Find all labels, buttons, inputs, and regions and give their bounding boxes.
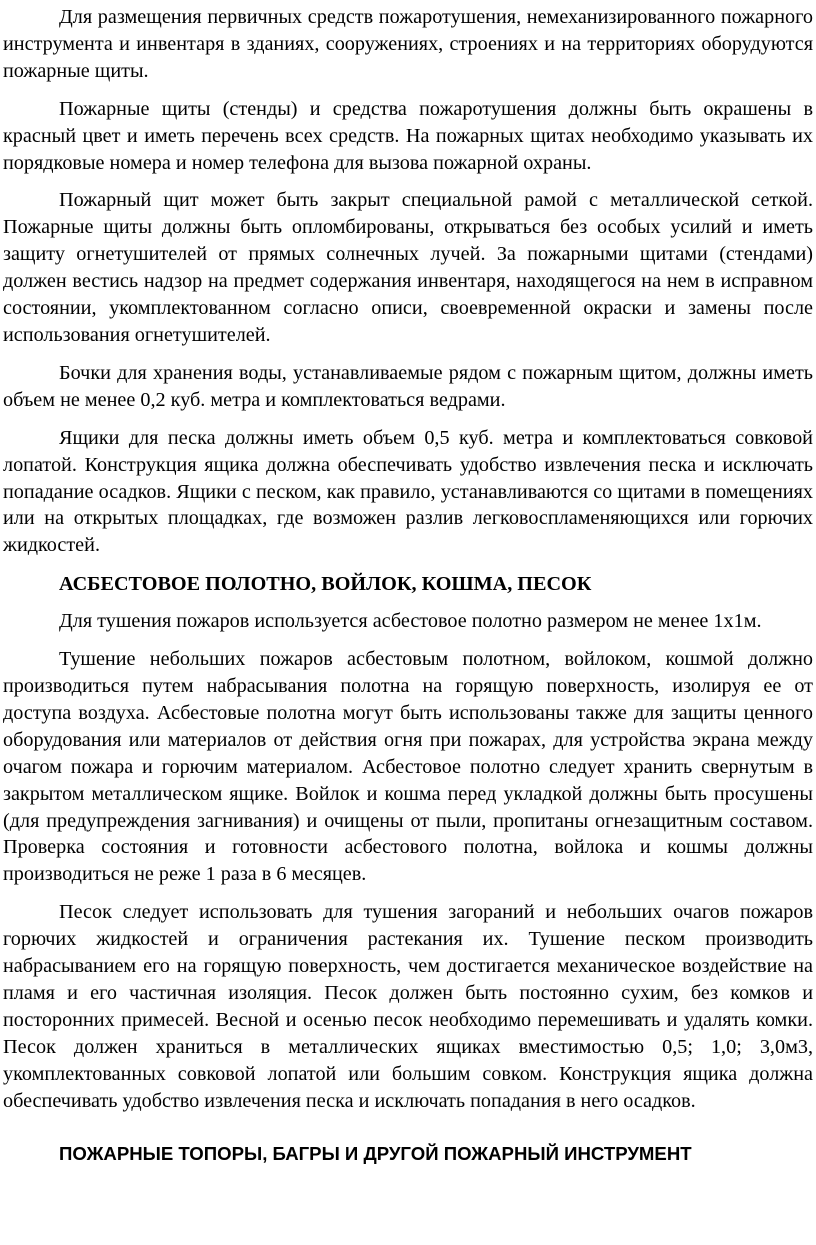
- paragraph-fire-boards-frame: Пожарный щит может быть закрыт специальной рамой с металлической сеткой. Пожарные щиты должны быть опломбированы, открываться без особых усилий и иметь защиту огнетушителей от прямых солнечных лучей. За пожарными щитами (стендами) должен вестись надзор на предмет содержания инвентаря, находящегося на нем в исправном состоянии, укомплектованном согласно описи, своевременной окраски и замены после использования огнетушителей.: [3, 189, 813, 346]
- section-heading-asbestos: АСБЕСТОВОЕ ПОЛОТНО, ВОЙЛОК, КОШМА, ПЕСОК: [59, 573, 592, 596]
- paragraph-sand-usage: Песок следует использовать для тушения загораний и небольших очагов пожаров горючих жидкостей и ограничения растекания их. Тушение песком производить набрасыванием его на горящую поверхность, чем достигается механическое воздействие на пламя и его частичная изоляция. Песок должен быть постоянно сухим, без комков и посторонних примесей. Весной и осенью песок необходимо перемешивать и удалять комки. Песок должен храниться в металлических ящиках вместимостью 0,5; 1,0; 3,0м3, укомплектованных совковой лопатой или большим совком. Конструкция ящика должна обеспечивать удобство извлечения песка и исключать попадания в него осадков.: [3, 901, 813, 1112]
- section-heading-fire-tools: ПОЖАРНЫЕ ТОПОРЫ, БАГРЫ И ДРУГОЙ ПОЖАРНЫЙ ИНСТРУМЕНТ: [59, 1142, 692, 1164]
- paragraph-asbestos-usage: Тушение небольших пожаров асбестовым полотном, войлоком, кошмой должно производиться путем набрасывания полотна на горящую поверхность, изолируя ее от доступа воздуха. Асбестовые полотна могут быть использованы также для защиты ценного оборудования или материалов от действия огня при пожарах, для устройства экрана между очагом пожара и горючим материалом. Асбестовое полотно следует хранить свернутым в закрытом металлическом ящике. Войлок и кошма перед укладкой должны быть просушены (для предупреждения загнивания) и очищены от пыли, пропитаны огнезащитным составом. Проверка состояния и готовности асбестового полотна, войлока и кошмы должны производиться не реже 1 раза в 6 месяцев.: [3, 648, 813, 886]
- paragraph-sand-boxes: Ящики для песка должны иметь объем 0,5 куб. метра и комплектоваться совковой лопатой. Конструкция ящика должна обеспечивать удобство извлечения песка и исключать попадание осадков. Ящики с песком, как правило, устанавливаются со щитами в помещениях или на открытых площадках, где возможен разлив легковоспламеняющихся или горючих жидкостей.: [3, 426, 813, 557]
- paragraph-fire-boards-placement: Для размещения первичных средств пожаротушения, немеханизированного пожарного инструмента и инвентаря в зданиях, сооружениях, строениях и на территориях оборудуются пожарные щиты.: [3, 6, 813, 82]
- paragraph-fire-boards-color: Пожарные щиты (стенды) и средства пожаротушения должны быть окрашены в красный цвет и иметь перечень всех средств. На пожарных щитах необходимо указывать их порядковые номера и номер телефона для вызова пожарной охраны.: [3, 97, 813, 174]
- paragraph-water-barrels: Бочки для хранения воды, устанавливаемые рядом с пожарным щитом, должны иметь объем не менее 0,2 куб. метра и комплектоваться ведрами.: [3, 361, 813, 411]
- paragraph-asbestos-size: Для тушения пожаров используется асбестовое полотно размером не менее 1х1м.: [59, 610, 762, 633]
